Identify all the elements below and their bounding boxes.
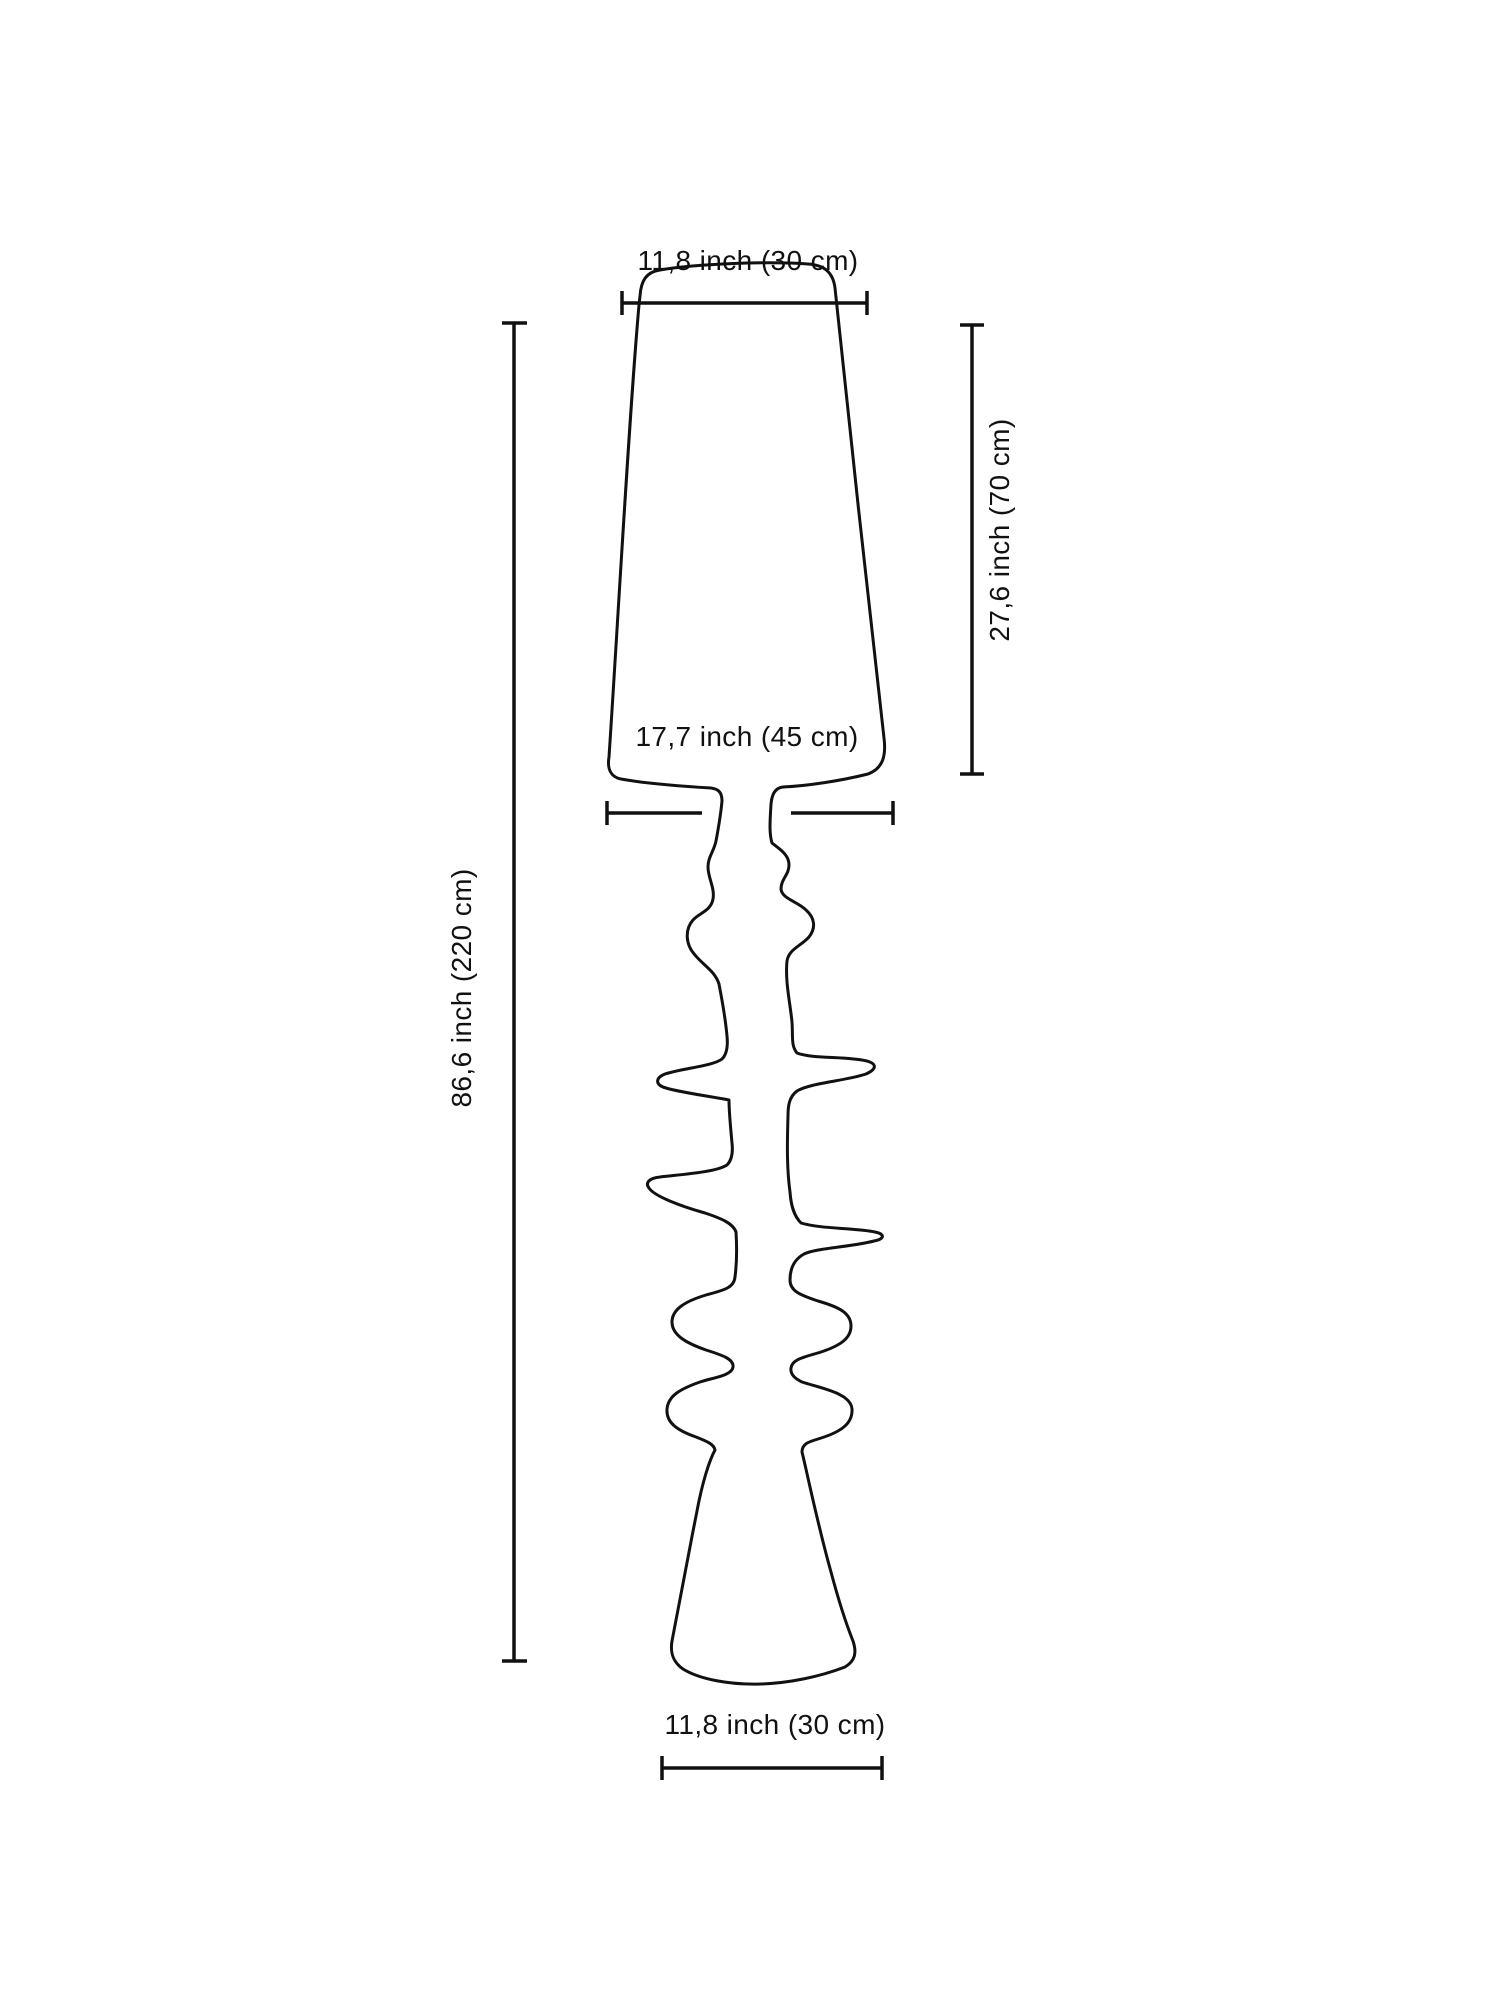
shade-bottom-width-label: 17,7 inch (45 cm): [635, 721, 859, 752]
total-height-label: 86,6 inch (220 cm): [446, 868, 477, 1108]
shade-top-width-dimension-line: [622, 291, 867, 315]
base-width-dimension-line: [662, 1756, 882, 1780]
shade-height-label: 27,6 inch (70 cm): [984, 418, 1015, 642]
lamp-outline: [609, 263, 885, 1684]
base-width-label: 11,8 inch (30 cm): [664, 1709, 886, 1740]
shade-bottom-width-dimension-line: [607, 801, 893, 825]
shade-height-dimension-line: [960, 325, 984, 774]
shade-top-width-label: 11,8 inch (30 cm): [637, 245, 859, 276]
total-height-dimension-line: [502, 323, 527, 1661]
